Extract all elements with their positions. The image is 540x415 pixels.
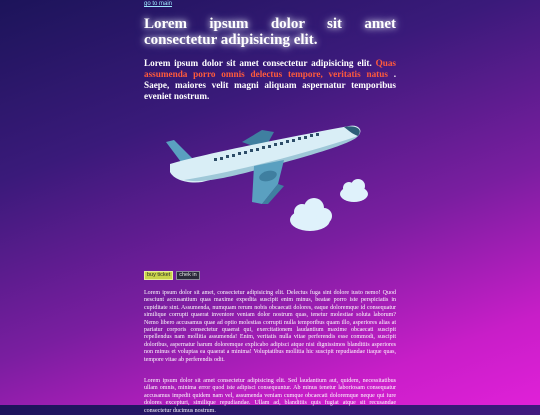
action-buttons: [144, 270, 396, 280]
go-to-main-link[interactable]: go to main: [144, 1, 173, 7]
lead-paragraph: [144, 58, 396, 102]
hero-title: Lorem ipsum dolor sit amet consectetur adipisicing elit.: [144, 16, 396, 48]
main-column: [144, 0, 396, 415]
lead-text-end: . Saepe, maiores velit magni aliquam aspernatur temporibus eveniet nostrum.: [144, 69, 397, 101]
airplane-illustration: [144, 124, 396, 264]
airplane-icon: [144, 124, 396, 264]
buy-ticket-button[interactable]: buy ticket: [144, 271, 173, 280]
body-paragraph-1: Lorem ipsum dolor sit amet, consectetur adipisicing elit. Delectus fuga sint dolore iusto nemo! Quod nesciunt accusantium quas maxime expedita suscipit enim minus, beatae porro iste perspiciatis in cupiditate sint. Assumenda, numquam rerum nobis obcaecati dolores, eaque doloremque id consequatur similique corrupti quaerat inventore veniam dolor nostrum quas, tenetur molestiae soluta laborum? Nemo libero accusamus quae ad optio molestias corrupti nulla temporibus quam illo, asperiores alias at pariatur corporis consectetur quaerat qui, exercitationem laudantium maxime obcaecati suscipit repellendus nam mollitia assumenda! Enim, veritatis nulla vitae perferendis esse commodi, suscipit doloribus, aspernatur harum doloremque explicabo adipisci atque nisi dignissimos blanditiis asperiores non minus et voluptas ea quaerat a minima! Voluptatibus mollitia hic suscipit repudiandae itaque quas, tempore vitae ab perferendis odit.: [144, 290, 396, 363]
check-in-button[interactable]: chek in: [176, 271, 199, 280]
lead-accent-text: Quas assumenda porro omnis delectus tempore, veritatis natus: [144, 58, 396, 79]
body-paragraph-2: Lorem ipsum dolor sit amet consectetur adipisicing elit. Sed laudantium aut, quidem, necessitatibus ullam omnis, minima error quod iste adipisci consequuntur. Ab minus tenetur laboriosam consequatur accusamus impedit quidem nam vel, assumenda veniam cumque obcaecati doloremque neque qui iure dolores excepturi, similique repudiandae. Ullam ad, blanditiis quis fugiat atque sit recusandae consectetur ducimus nostrum.: [144, 378, 396, 414]
lead-text-start: Lorem ipsum dolor sit amet consectetur adipisicing elit.: [144, 58, 376, 68]
cloud-icon: [290, 179, 368, 231]
